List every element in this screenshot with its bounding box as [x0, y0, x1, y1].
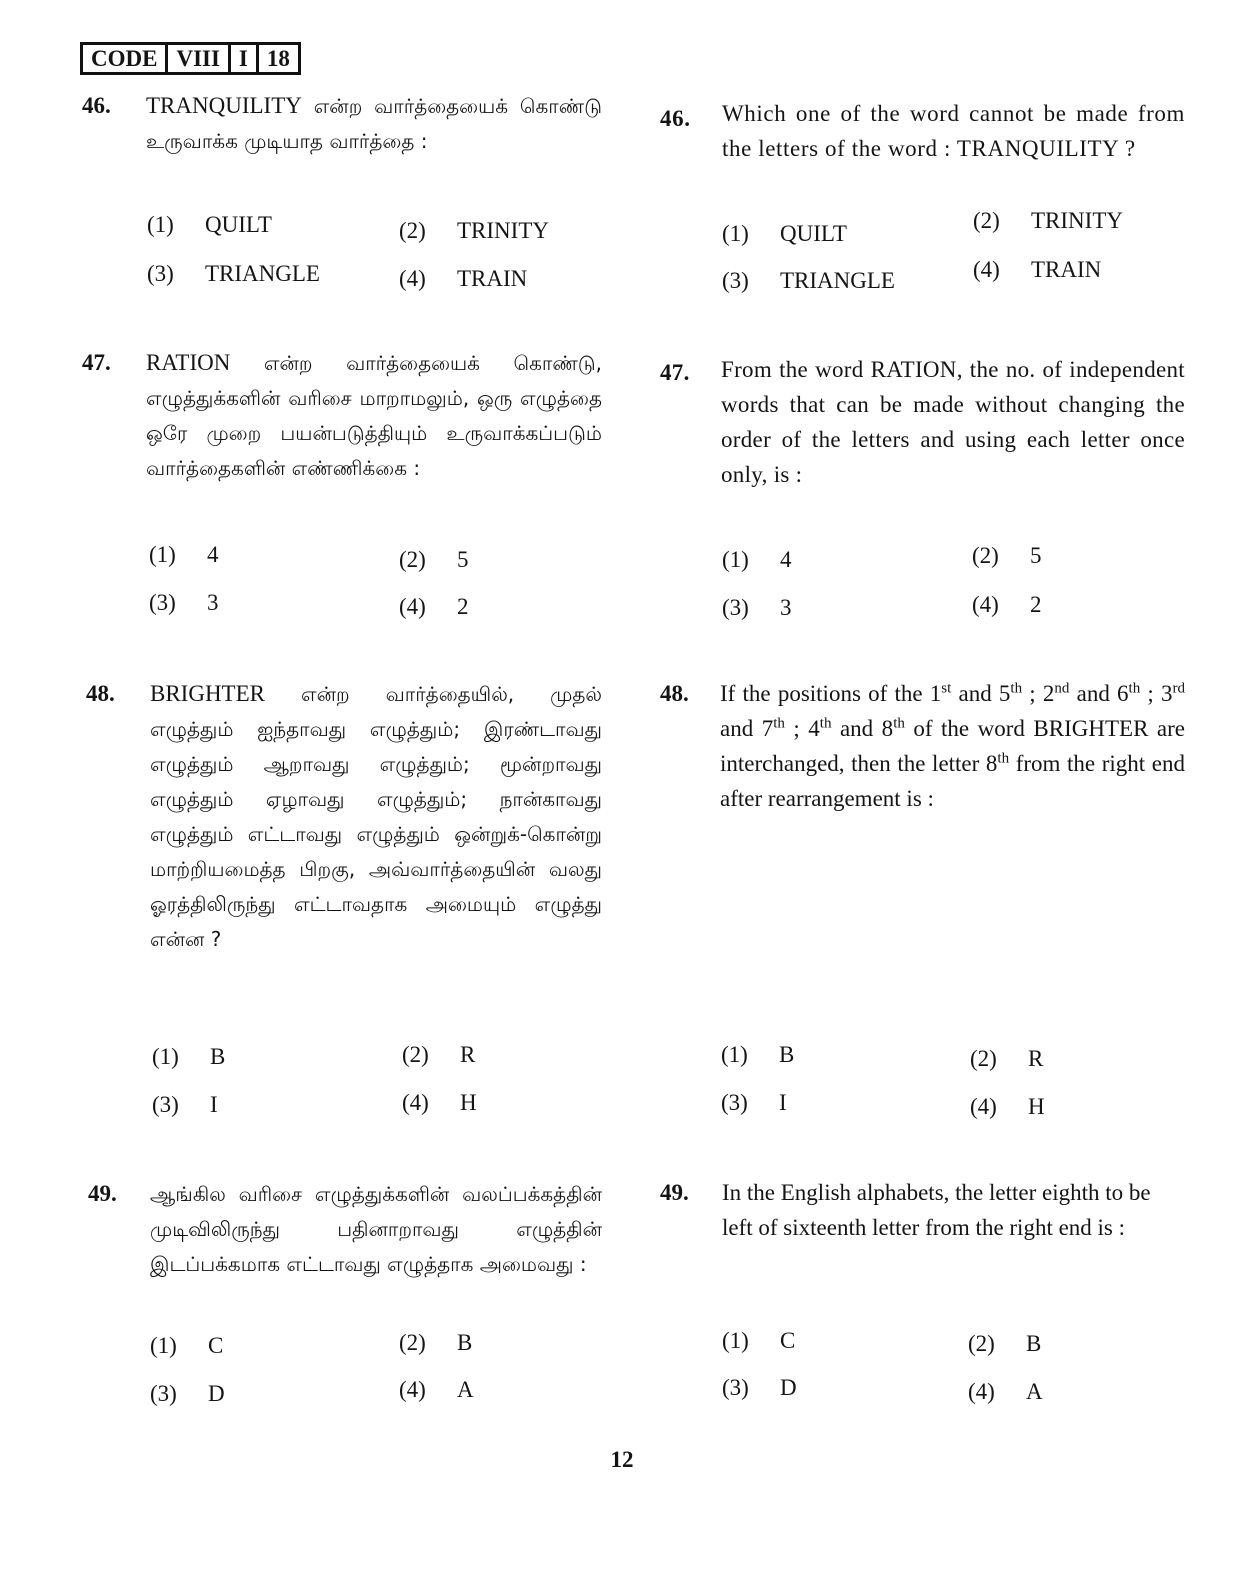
question-text: ஆங்கில வரிசை எழுத்துக்களின் வலப்பக்கத்தின் முடிவிலிருந்து பதினாறாவது எழுத்தின் இடப்பக்கமாக எட்டாவது எழுத்தாக அமைவது :	[150, 1182, 602, 1276]
option-tamil-49-4[interactable]: (4) A	[399, 1377, 474, 1402]
option-english-48-2[interactable]: (2) R	[970, 1046, 1044, 1071]
option-english-48-4[interactable]: (4) H	[970, 1094, 1045, 1119]
question-tamil-46	[82, 88, 602, 198]
question-number: 49.	[88, 1181, 117, 1206]
question-number: 49.	[660, 1180, 689, 1205]
question-text: If the positions of the 1st and 5th ; 2nd and 6th ; 3rd and 7th ; 4th and 8th of the word BRIGHTER are interchanged, then the letter 8th from the right end after rearrangement is :	[720, 680, 1186, 811]
code-part: VIII	[168, 45, 230, 72]
question-text: RATION என்ற வார்த்தையைக் கொண்டு, எழுத்துக்களின் வரிசை மாறாமலும், ஒரு எழுத்தை ஒரே முறை பயன்படுத்தியும் உருவாக்கப்படும் வார்த்தைகளின் எண்ணிக்கை :	[146, 350, 602, 480]
option-tamil-47-3[interactable]: (3) 3	[149, 590, 219, 615]
option-english-48-1[interactable]: (1) B	[721, 1042, 795, 1067]
option-tamil-47-1[interactable]: (1) 4	[149, 542, 219, 567]
question-tamil-49	[88, 1176, 602, 1321]
code-part: 18	[266, 46, 290, 71]
question-number: 46.	[660, 106, 691, 131]
option-tamil-47-4[interactable]: (4) 2	[399, 594, 469, 619]
option-tamil-48-4[interactable]: (4) H	[402, 1090, 477, 1115]
option-tamil-49-1[interactable]: (1) C	[150, 1333, 224, 1358]
option-english-49-4[interactable]: (4) A	[968, 1379, 1043, 1404]
code-label: CODE	[83, 45, 168, 72]
page-number: 12	[610, 1447, 634, 1472]
question-english-47	[660, 352, 1185, 497]
option-english-47-3[interactable]: (3) 3	[722, 595, 792, 620]
question-english-48	[660, 676, 1185, 856]
question-number: 48.	[660, 681, 689, 706]
option-tamil-46-2[interactable]: (2) TRINITY	[399, 218, 549, 243]
option-tamil-48-3[interactable]: (3) I	[152, 1092, 218, 1117]
option-tamil-46-4[interactable]: (4) TRAIN	[399, 266, 528, 291]
option-tamil-48-2[interactable]: (2) R	[402, 1042, 476, 1067]
option-english-47-4[interactable]: (4) 2	[972, 592, 1042, 617]
question-tamil-48	[86, 676, 602, 1026]
option-english-49-2[interactable]: (2) B	[968, 1331, 1042, 1356]
option-english-46-1[interactable]: (1) QUILT	[722, 221, 847, 246]
question-text: In the English alphabets, the letter eighth to be left of sixteenth letter from the right end is :	[722, 1180, 1151, 1240]
question-text: From the word RATION, the no. of independent words that can be made without changing the order of the letters and using each letter once only, is :	[721, 357, 1185, 487]
question-text: TRANQUILITY என்ற வார்த்தையைக் கொண்டு உருவாக்க முடியாத வார்த்தை :	[146, 93, 602, 153]
option-tamil-49-3[interactable]: (3) D	[150, 1381, 225, 1406]
option-english-46-2[interactable]: (2) TRINITY	[973, 208, 1123, 233]
option-english-46-3[interactable]: (3) TRIANGLE	[722, 268, 895, 293]
question-number: 46.	[82, 93, 111, 118]
question-number: 47.	[82, 350, 111, 375]
option-english-49-1[interactable]: (1) C	[722, 1328, 796, 1353]
option-english-48-3[interactable]: (3) I	[721, 1090, 787, 1115]
option-tamil-49-2[interactable]: (2) B	[399, 1330, 473, 1355]
option-tamil-47-2[interactable]: (2) 5	[399, 547, 469, 572]
question-number: 48.	[86, 681, 115, 706]
option-english-49-3[interactable]: (3) D	[722, 1375, 797, 1400]
option-english-47-2[interactable]: (2) 5	[972, 543, 1042, 568]
question-text: BRIGHTER என்ற வார்த்தையில், முதல் எழுத்தும் ஐந்தாவது எழுத்தும்; இரண்டாவது எழுத்தும் ஆறாவது எழுத்தும்; மூன்றாவது எழுத்தும் ஏழாவது எழுத்தும்; நான்காவது எழுத்தும் எட்டாவது எழுத்தும் ஒன்றுக்-கொன்று மாற்றியமைத்த பிறகு, அவ்வார்த்தையின் வலது ஓரத்திலிருந்து எட்டாவதாக அமையும் எழுத்து என்ன ?	[150, 681, 602, 951]
question-text: Which one of the word cannot be made from the letters of the word : TRANQUILITY ?	[722, 101, 1185, 161]
option-english-47-1[interactable]: (1) 4	[722, 547, 792, 572]
question-english-46	[660, 96, 1185, 206]
option-tamil-48-1[interactable]: (1) B	[152, 1044, 226, 1069]
option-tamil-46-1[interactable]: (1) QUILT	[147, 212, 272, 237]
option-english-46-4[interactable]: (4) TRAIN	[973, 257, 1102, 282]
exam-code-box	[80, 42, 301, 75]
code-part: I	[231, 45, 259, 72]
question-tamil-47	[82, 345, 602, 525]
question-english-49	[660, 1175, 1185, 1285]
question-number: 47.	[660, 360, 690, 385]
option-tamil-46-3[interactable]: (3) TRIANGLE	[147, 261, 320, 286]
